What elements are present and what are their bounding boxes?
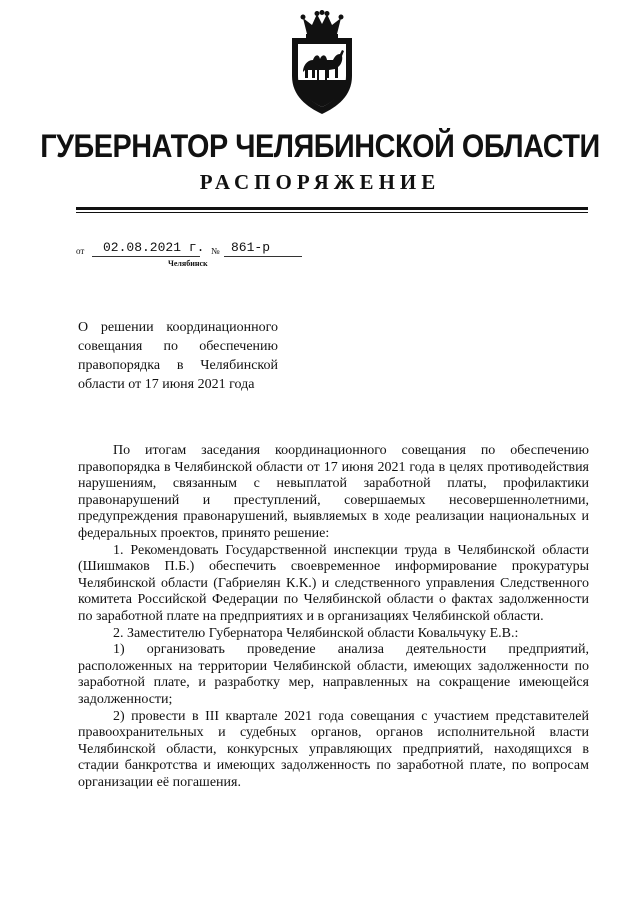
subject-line: области от 17 июня 2021 года xyxy=(78,377,255,392)
date-prefix-label: от xyxy=(76,246,85,256)
decision-item-1: 1. Рекомендовать Государственной инспекции труда в Челябинской области (Шишмаков П.Б.) обеспечить своевременное информирование прокуратуры Челябинской области (Габриелян К.К.) и следственного управления Следственного комитета Российской Федерации по Челябинской области о фактах задолженности по заработной плате на предприятиях и в организациях Челябинской области. xyxy=(78,542,589,624)
document-date: 02.08.2021 г. xyxy=(103,240,205,255)
number-label: № xyxy=(211,246,220,256)
document-body xyxy=(78,443,589,791)
subject-line: совещания по обеспечению xyxy=(78,339,278,354)
document-type-title: РАСПОРЯЖЕНИЕ xyxy=(199,170,441,194)
organization-title: ГУБЕРНАТОР ЧЕЛЯБИНСКОЙ ОБЛАСТИ xyxy=(40,128,600,164)
decision-item-2: 2. Заместителю Губернатора Челябинской области Ковальчуку Е.В.: xyxy=(113,625,519,641)
subject-line: правопорядка в Челябинской xyxy=(78,358,278,373)
document-subject xyxy=(78,318,278,394)
issue-city: Челябинск xyxy=(168,259,208,268)
date-underline xyxy=(92,256,200,257)
header-divider-thick xyxy=(76,207,588,210)
intro-paragraph: По итогам заседания координационного совещания по обеспечению правопорядка в Челябинской области от 17 июня 2021 года в целях противодействия нарушениям, связанным с невыплатой заработной платы, профилактики правонарушений и преступлений, совершаемых несовершеннолетними, предупреждения правонарушений, выявляемых в ходе реализации национальных и федеральных проектов, принято решение: xyxy=(78,443,589,541)
decision-item-2-subitem-2: 2) провести в III квартале 2021 года совещания с участием представителей правоохранительных и судебных органов, органов исполнительной власти Челябинской области, конкурсных управляющих предприятий, находящихся в стадии банкротства и имеющих задолженность по заработной плате, по вопросам организации её погашения. xyxy=(78,708,589,790)
header-divider-thin xyxy=(76,212,588,213)
coat-of-arms-icon xyxy=(289,10,355,116)
document-number: 861-р xyxy=(231,240,271,255)
subject-line: О решении координационного xyxy=(78,320,278,335)
number-underline xyxy=(224,256,302,257)
decision-item-2-subitem-1: 1) организовать проведение анализа деятельности предприятий, расположенных на территории Челябинской области, имеющих задолженности по заработной плате, и разработку мер, направленных на сокращение имеющейся задолженности; xyxy=(78,642,589,707)
